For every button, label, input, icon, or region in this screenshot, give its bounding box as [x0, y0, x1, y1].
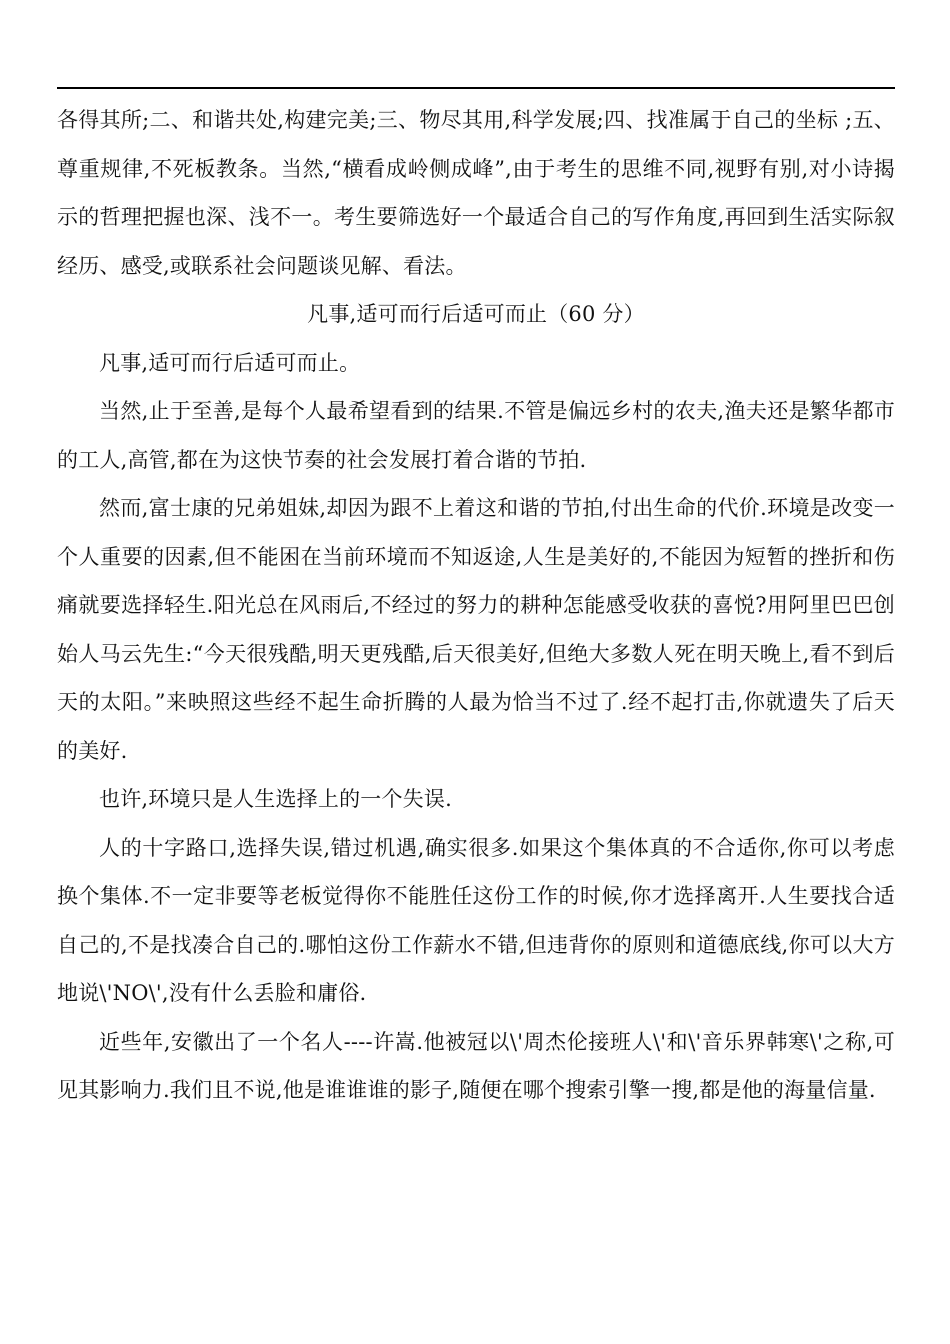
essay-paragraph: 近些年,安徽出了一个名人----许嵩.他被冠以\'周杰伦接班人\'和\'音乐界韩寒\'之称,可见其影响力.我们且不说,他是谁谁谁的影子,随便在哪个搜索引擎一搜,都是他的海量信量. [57, 1029, 895, 1102]
essay-paragraph: 然而,富士康的兄弟姐妹,却因为跟不上着这和谐的节拍,付出生命的代价.环境是改变一个人重要的因素,但不能困在当前环境而不知返途,人生是美好的,不能因为短暂的挫折和伤痛就要选择轻生.阳光总在风雨后,不经过的努力的耕种怎能感受收获的喜悦?用阿里巴巴创始人马云先生:“今天很残酷,明天更残酷,后天很美好,但绝大多数人死在明天晚上,看不到后天的太阳。”来映照这些经不起生命折腾的人最为恰当不过了.经不起打击,你就遗失了后天的美好. [57, 496, 895, 763]
document-body [57, 96, 895, 1115]
lead-paragraph: 各得其所;二、和谐共处,构建完美;三、物尽其用,科学发展;四、找准属于自己的坐标 ;五、尊重规律,不死板教条。当然,“横看成岭侧成峰”,由于考生的思维不同,视野有别,对小诗揭示的哲理把握也深、浅不一。考生要筛选好一个最适合自己的写作角度,再回到生活实际叙经历、感受,或联系社会问题谈见解、看法。 [57, 108, 895, 278]
essay-paragraph: 也许,环境只是人生选择上的一个失误. [99, 787, 452, 811]
essay-paragraph: 人的十字路口,选择失误,错过机遇,确实很多.如果这个集体真的不合适你,你可以考虑换个集体.不一定非要等老板觉得你不能胜任这份工作的时候,你才选择离开.人生要找合适自己的,不是找凑合自己的.哪怕这份工作薪水不错,但违背你的原则和道德底线,你可以大方地说\'NO\',没有什么丢脸和庸俗. [57, 835, 895, 1005]
essay-paragraph: 当然,止于至善,是每个人最希望看到的结果.不管是偏远乡村的农夫,渔夫还是繁华都市的工人,高管,都在为这快节奏的社会发展打着合谐的节拍. [57, 399, 895, 472]
header-rule [57, 87, 895, 89]
essay-paragraph: 凡事,适可而行后适可而止。 [99, 350, 361, 375]
essay-title: 凡事,适可而行后适可而止（60 分） [307, 302, 645, 326]
